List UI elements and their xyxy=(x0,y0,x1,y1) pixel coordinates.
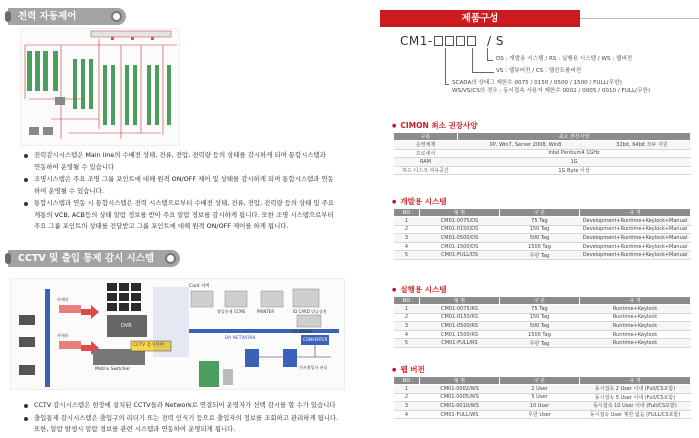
table-header: NO xyxy=(394,377,420,385)
table-cell: 2 xyxy=(394,313,420,322)
legend-line: WS/VS/CS의 경우 : 동시접속 사용자 제한수 0002 / 0005 / 0010 / FULL(무한) xyxy=(452,88,651,94)
table-cell: Runtime+Keylock xyxy=(580,339,691,348)
scanner-label: SCANNER xyxy=(293,329,313,334)
reader-label: 전자출입자 관리 xyxy=(299,365,328,370)
table-cell: 1 xyxy=(394,385,420,394)
table-row xyxy=(394,158,691,167)
table-cell: XP, Win7, Server 2008, Win8 xyxy=(458,141,594,150)
table-cell: CM01-FULL/RS xyxy=(420,339,500,348)
converter-label: CONVERTER xyxy=(303,337,328,342)
run-table xyxy=(393,296,691,348)
table-cell: CM01-0500/RS xyxy=(420,322,500,331)
spec-section-title: ● CIMON 최소 권장사양 xyxy=(392,120,477,131)
section-title-cctv xyxy=(8,250,180,267)
table-cell: 3 xyxy=(394,234,420,243)
table-cell: Runtime+Keylock xyxy=(580,322,691,331)
power-bullet: 통합시스템과 연동 시 통합시스템은 전력 시스템으로부터 수배전 상태, 전류, 전압, 전력량 등의 상태 및 주요 게통의 VCB, ACB등의 상태 알람 정보를 받아 주요 알람 정보를 감시하게 됩니다. 또한 조명 시스템으로부터 주요 그룹 포인트의 상태를 전달받고 그룹 포인트에 대해 원격 ON/OFF 제어를 하게 됩니다. xyxy=(24,198,334,233)
table-header: NO xyxy=(394,297,420,305)
run-section-title: ● 실행용 시스템 xyxy=(392,284,446,295)
table-cell: 무한 User xyxy=(500,410,580,419)
code-box xyxy=(434,36,443,46)
table-cell: 1 xyxy=(394,305,420,314)
table-cell: Development+Runtime+Keylock+Manual xyxy=(580,242,691,251)
table-header: 구 분 xyxy=(500,377,580,385)
legend-connector xyxy=(472,72,494,73)
table-cell: 32bit, 64bit 모두 지원 xyxy=(593,141,690,150)
spec-table xyxy=(393,132,691,175)
table-cell: 무한 Tag xyxy=(500,339,580,348)
table-row xyxy=(394,225,691,234)
table-row xyxy=(394,166,691,175)
table-row xyxy=(394,322,691,331)
table-cell: 3 xyxy=(394,402,420,411)
table-row xyxy=(394,141,691,150)
table-header: 구 분 xyxy=(500,297,580,305)
table-cell: 75 Tag xyxy=(500,217,580,226)
table-cell: 4 xyxy=(394,330,420,339)
power-diagram-svg xyxy=(21,29,181,147)
legend-connector xyxy=(487,48,488,60)
dev-table xyxy=(393,208,691,260)
cctv-bullet: 출입통제 감시시스템은 출입구의 리더기 또는 전력 인식기 등으로 출입자의 정보를 조회하고 관리하게 됩니다. 또한, 알람 발생시 알람 경보를 관련 시스템과 연동하여 운영되게 됩니다. xyxy=(24,413,342,436)
power-bullet: 조명시스템은 주요 조명 그룹 포인트에 대해 원격 ON/OFF 제어 및 상태를 감시하게 되며 통합시스템과 연동하여 운영될 수 있습니다. xyxy=(24,174,334,197)
table-cell: CM01-0005/WS xyxy=(420,393,500,402)
table-cell: CM01-0075/DS xyxy=(420,217,500,226)
code-box xyxy=(445,36,454,46)
dev-section-title: ● 개발용 시스템 xyxy=(392,196,446,207)
dvr-label: DVR xyxy=(121,323,132,329)
table-cell: 동시접속 10 User 이내 (Full/CS포함) xyxy=(580,402,691,411)
table-cell: CM01-0010/WS xyxy=(420,402,500,411)
table-cell: 운영체제 xyxy=(394,141,458,150)
code-suffix: / S xyxy=(487,34,505,48)
table-row xyxy=(394,385,691,394)
table-row xyxy=(394,330,691,339)
legend-line: SCADA의 상태그 제한수 0075 / 0150 / 0500 / 1500 / FULL(무한) xyxy=(452,80,622,86)
table-cell: 5 xyxy=(394,251,420,260)
table-cell: 1G xyxy=(458,158,691,167)
cctv-server-label: CCTV 감시서버 xyxy=(133,343,164,348)
table-header: 형 명 xyxy=(420,209,500,217)
table-cell: 2 xyxy=(394,225,420,234)
network-label: BA NETWORK xyxy=(225,336,256,341)
table-cell: 동시접속 User 제한 없음 (FULL/CS포함) xyxy=(580,410,691,419)
cctv-bullet-list xyxy=(24,400,342,437)
power-control-diagram xyxy=(20,28,180,146)
table-cell: 4 xyxy=(394,410,420,419)
legend-connector xyxy=(472,48,473,72)
table-row xyxy=(394,402,691,411)
table-cell: Development+Runtime+Keylock+Manual xyxy=(580,225,691,234)
matrix-label: Matrix Switcher xyxy=(95,367,131,372)
table-row xyxy=(394,234,691,243)
table-cell: CM01-0075/RS xyxy=(420,305,500,314)
table-cell: 무한 Tag xyxy=(500,251,580,260)
table-cell: CM01-FULL/WS xyxy=(420,410,500,419)
table-cell: 5 User xyxy=(500,393,580,402)
table-row xyxy=(394,251,691,260)
table-cell: RAM xyxy=(394,158,458,167)
table-header: 규 격 xyxy=(580,209,691,217)
table-row xyxy=(394,305,691,314)
table-cell: 1500 Tag xyxy=(500,330,580,339)
table-cell: 150 Tag xyxy=(500,225,580,234)
table-cell: 동시접속 5 User 이내 (Full/CS포함) xyxy=(580,393,691,402)
model-code xyxy=(400,34,504,48)
table-row xyxy=(394,149,691,158)
table-row xyxy=(394,217,691,226)
cctv-diagram xyxy=(10,278,345,390)
legend-connector xyxy=(445,48,446,84)
table-cell: CM01-FULL/DS xyxy=(420,251,500,260)
table-header: 형 명 xyxy=(420,377,500,385)
web-table xyxy=(393,376,691,419)
table-cell: 3 xyxy=(394,322,420,331)
table-cell: 2 xyxy=(394,393,420,402)
table-cell: Development+Runtime+Keylock+Manual xyxy=(580,251,691,260)
power-bullet: 전력감시시스템은 Main line의 수배전 상태, 전류, 전압, 전력량 등의 상태를 감시하게 되며 통합시스템과 연동하여 운영될 수 있습니다 xyxy=(24,150,334,173)
table-cell: 500 Tag xyxy=(500,322,580,331)
table-header: 구 분 xyxy=(500,209,580,217)
table-cell: Intel Pentium4 1GHz xyxy=(458,149,691,158)
table-cell: CM01-0500/DS xyxy=(420,234,500,243)
ribbon-dot-icon xyxy=(111,11,122,22)
printer-label: PRINTER xyxy=(257,309,275,314)
table-cell: 150 Tag xyxy=(500,313,580,322)
table-cell: Runtime+Keylock xyxy=(580,305,691,314)
table-cell: 10 User xyxy=(500,402,580,411)
code-prefix: CM1- xyxy=(400,34,433,48)
code-box xyxy=(456,36,465,46)
section-title-text: 전력 자동제어 xyxy=(18,11,77,22)
table-cell: CM01-1500/RS xyxy=(420,330,500,339)
table-row xyxy=(394,313,691,322)
table-row xyxy=(394,393,691,402)
table-header: 규 격 xyxy=(580,297,691,305)
table-row xyxy=(394,410,691,419)
table-cell: 1500 Tag xyxy=(500,242,580,251)
power-bullet-list xyxy=(24,150,334,234)
table-cell: 4 xyxy=(394,242,420,251)
legend-connector xyxy=(487,60,493,61)
table-row xyxy=(394,242,691,251)
host-label: Card 서버 xyxy=(189,284,210,289)
code-box xyxy=(467,36,476,46)
table-cell: 하드 디스크 여유공간 xyxy=(394,166,458,175)
table-cell: CM01-0002/WS xyxy=(420,385,500,394)
table-cell: 동시접속 2 User 이내 (Full/CS포함) xyxy=(580,385,691,394)
table-cell: 500 Tag xyxy=(500,234,580,243)
camera-label: 카메라 xyxy=(57,297,69,302)
cctv-bullet: CCTV 감시시스템은 현장에 설치된 CCTV들과 Network로 연결되어 운영자가 선택 감시를 할 수가 있습니다 xyxy=(24,400,342,412)
table-header: 규 격 xyxy=(580,377,691,385)
table-cell: 프로세서 xyxy=(394,149,458,158)
legend-connector xyxy=(445,84,449,85)
product-config-title: 제품구성 xyxy=(380,10,580,27)
web-section-title: ● 웹 버전 xyxy=(392,364,425,375)
table-cell: Development+Runtime+Keylock+Manual xyxy=(580,217,691,226)
spec-header: 구분 xyxy=(394,133,458,141)
table-row xyxy=(394,339,691,348)
legend-line: DS : 개발용 시스템 / RS : 실행용 시스템 / WS : 웹버전 xyxy=(496,56,633,62)
table-cell: Development+Runtime+Keylock+Manual xyxy=(580,234,691,243)
table-cell: 2 User xyxy=(500,385,580,394)
ccms-label: 출입통제 CCMS xyxy=(217,309,246,314)
section-title-text: CCTV 및 출입 통제 감시 시스템 xyxy=(18,253,155,264)
table-cell: Runtime+Keylock xyxy=(580,313,691,322)
table-cell: CM01-0150/RS xyxy=(420,313,500,322)
table-cell: CM01-1500/DS xyxy=(420,242,500,251)
table-cell: 5 xyxy=(394,339,420,348)
table-cell: CM01-0150/DS xyxy=(420,225,500,234)
legend-line: VS : 웹뷰어전 / CS : 웹컨트롤버전 xyxy=(496,68,582,74)
table-cell: 75 Tag xyxy=(500,305,580,314)
table-cell: 1 xyxy=(394,217,420,226)
table-header: NO xyxy=(394,209,420,217)
table-header: 형 명 xyxy=(420,297,500,305)
camera-label: 카메라 xyxy=(57,333,69,338)
section-title-power xyxy=(8,8,126,25)
spec-header: 최소 권장사양 xyxy=(458,133,691,141)
table-cell: Runtime+Keylock xyxy=(580,330,691,339)
idcard-label: ID CARD 발급장치 xyxy=(293,309,327,314)
ribbon-dot-icon xyxy=(165,253,176,264)
table-cell: 1G Byte 이상 xyxy=(458,166,691,175)
